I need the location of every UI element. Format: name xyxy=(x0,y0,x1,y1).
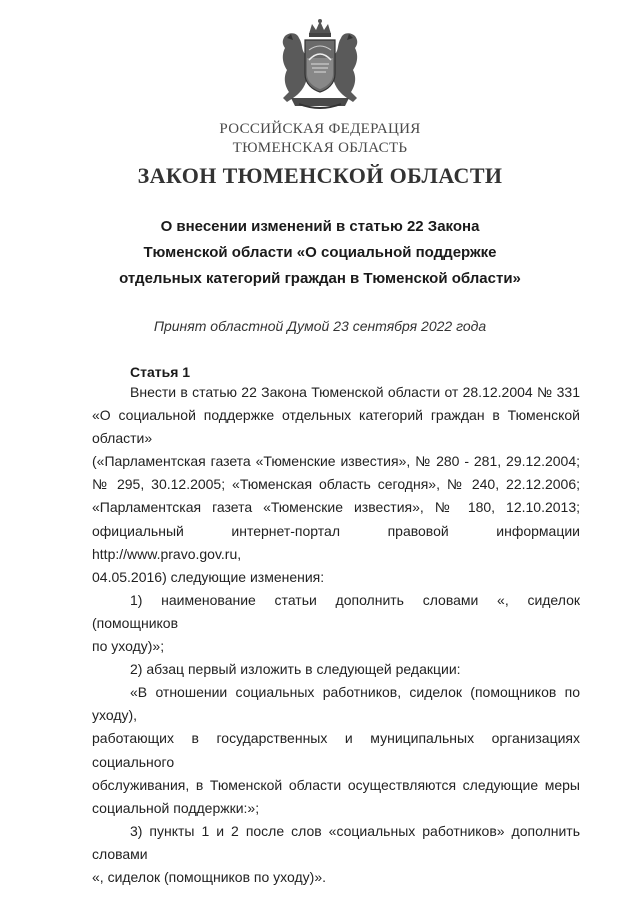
quoted-paragraph xyxy=(92,681,580,820)
article-intro-paragraph xyxy=(92,381,580,589)
article-body xyxy=(92,381,580,889)
subject-line: О внесении изменений в статью 22 Закона xyxy=(160,218,480,235)
article-heading: Статья 1 xyxy=(130,364,191,380)
text-line: социальной поддержки:»; xyxy=(92,799,260,816)
adoption-note: Принят областной Думой 23 сентября 2022 года xyxy=(153,318,487,334)
list-item-1 xyxy=(92,589,580,658)
text-line: № 295, 30.12.2005; «Тюменская область сегодня», № 240, 22.12.2006; xyxy=(92,476,580,493)
country-heading: РОССИЙСКАЯ ФЕДЕРАЦИЯ xyxy=(219,121,421,137)
list-item-2 xyxy=(92,658,580,681)
text-line: «, сиделок (помощников по уходу)». xyxy=(92,868,326,885)
text-line: «В отношении социальных работников, сиделок (помощников по уходу), xyxy=(92,684,580,724)
text-line: 2) абзац первый изложить в следующей редакции: xyxy=(130,661,461,678)
text-line: по уходу)»; xyxy=(92,638,165,655)
subject-line: отдельных категорий граждан в Тюменской области» xyxy=(119,270,521,287)
text-line: Внести в статью 22 Закона Тюменской области от 28.12.2004 № 331 xyxy=(130,384,580,400)
region-heading: ТЮМЕНСКАЯ ОБЛАСТЬ xyxy=(232,140,408,156)
text-line: «Парламентская газета «Тюменские известия», № 180, 12.10.2013; xyxy=(92,499,580,516)
text-line: («Парламентская газета «Тюменские известия», № 280 - 281, 29.12.2004; xyxy=(92,453,580,470)
text-line: обслуживания, в Тюменской области осуществляются следующие меры xyxy=(92,776,580,793)
text-line: официальный интернет-портал правовой информации http://www.pravo.gov.ru, xyxy=(92,522,580,562)
text-line: «О социальной поддержке отдельных категорий граждан в Тюменской области» xyxy=(92,407,580,447)
list-item-3 xyxy=(92,820,580,889)
text-line: работающих в государственных и муниципальных организациях социального xyxy=(92,730,580,770)
subject-line: Тюменской области «О социальной поддержке xyxy=(143,244,497,261)
text-line: 04.05.2016) следующие изменения: xyxy=(92,568,325,585)
tyumen-coat-of-arms-emblem xyxy=(279,18,361,112)
text-line: 3) пункты 1 и 2 после слов «социальных работников» дополнить словами xyxy=(92,822,580,862)
document-type-title: ЗАКОН ТЮМЕНСКОЙ ОБЛАСТИ xyxy=(137,163,503,188)
text-line: 1) наименование статьи дополнить словами «, сиделок (помощников xyxy=(92,591,580,631)
law-subject-title xyxy=(0,214,640,292)
